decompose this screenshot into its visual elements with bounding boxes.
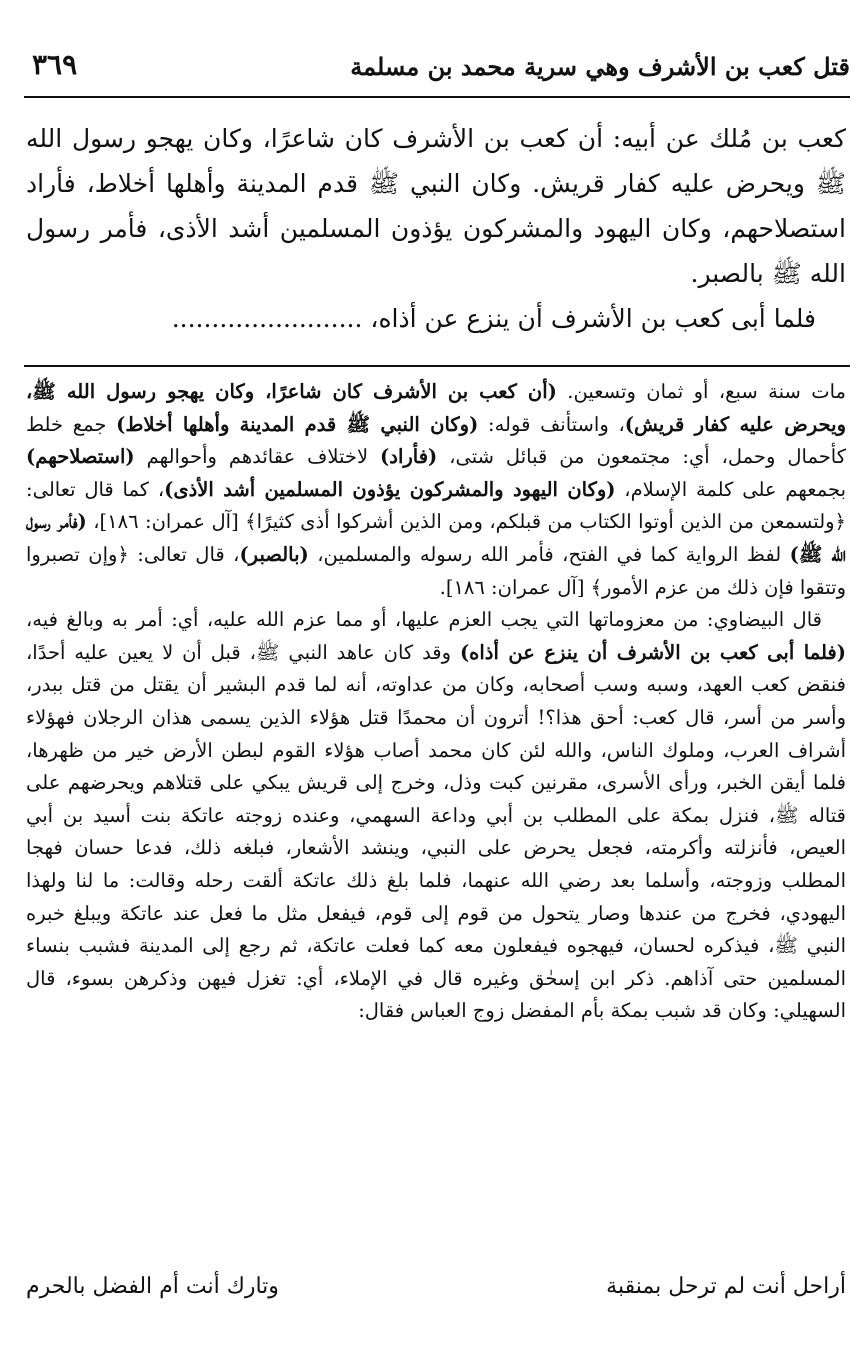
commentary-text-run: ، واستأنف قوله: (478, 412, 625, 436)
commentary-paragraph (26, 604, 846, 1028)
commentary-text-run: ، كما قال تعالى: ﴿ولتسمعن من الذين أوتوا الكتاب من قبلكم، ومن الذين أشركوا أذى كثيرًا﴾ [آل عمران: ١٨٦]، (26, 477, 846, 534)
running-title: قتل كعب بن الأشرف وهي سرية محمد بن مسلمة (350, 52, 850, 81)
commentary-text-run: وقد كان عاهد النبي ﷺ، قبل أن لا يعين عليه أحدًا، فنقض كعب العهد، وسبه وسب أصحابه، وكان من عداوته، أنه لما قدم البشير أن يقتل من قتل ببدر، وأسر من أسر، قال كعب: أحق هذا؟! أترون أن محمدًا قتل هؤلاء الذين يسمى هذان الرجلان فهؤلاء أشراف العرب، وملوك الناس، والله لئن كان محمد أصاب هؤلاء القوم لبطن الأرض خير من ظهرها، فلما أيقن الخبر، ورأى الأسرى، مقرنين كبت وذل، وخرج إلى قريش يبكي على قتلاهم ويحرضهم على قتاله ﷺ، فنزل بمكة على المطلب بن أبي وداعة السهمي، وعنده زوجته عاتكة بنت أسيد بن أبي العيص، فأنزلته وأكرمته، فجعل يحرض على النبي، وينشد الأشعار، فبلغه ذلك، فدعا حسان فهجا المطلب وزوجته، وأسلما بعد رضي الله عنهما، فلما بلغ ذلك عاتكة ألقت رحله وقالت: ما لنا ولهذا اليهودي، فخرج من عندها وصار يتحول من قوم إلى قوم، فيفعل مثل ما فعل عند عاتكة ويبلغ خبره النبي ﷺ، فيذكره لحسان، فيهجوه فيفعلون معه كما فعلت عاتكة، ثم رجع إلى المدينة فشبب بنساء المسلمين حتى آذاهم. ذكر ابن إسحٰق وغيره قال في الإملاء، أي: تغزل فيهن وذكرهن بسوء، قال السهيلي: وكان قد شبب بمكة بأم المفضل زوج العباس فقال: (26, 640, 846, 1023)
page-number: ٣٦٩ (32, 48, 78, 81)
commentary-paragraph (26, 376, 846, 604)
quoted-matn: (استصلاحهم) (26, 445, 135, 469)
commentary-text-run: لاختلاف عقائدهم وأحوالهم (134, 445, 381, 469)
main-paragraph: كعب بن مُلك عن أبيه: أن كعب بن الأشرف كان شاعرًا، وكان يهجو رسول الله ﷺ ويحرض عليه كفار قريش. وكان النبي ﷺ قدم المدينة وأهلها أخلاط، فأراد استصلاحهم، وكان اليهود والمشركون يؤذون المسلمين أشد الأذى، فأمر رسول الله ﷺ بالصبر. (26, 124, 846, 288)
verse-second-hemistich: وتارك أنت أم الفضل بالحرم (26, 1274, 279, 1299)
page-header (26, 48, 850, 88)
main-hadith-text (26, 116, 846, 341)
quoted-matn: (وكان اليهود والمشركون يؤذون المسلمين أشد الأذى) (164, 477, 616, 501)
commentary-text-run: بجمعهم على كلمة الإسلام، (615, 477, 846, 501)
main-last-line: فلما أبى كعب بن الأشرف أن ينزع عن أذاه، (362, 304, 816, 333)
quoted-matn: (فأراد) (380, 445, 438, 469)
commentary-text (26, 376, 846, 1028)
verse-first-hemistich: أراحل أنت لم ترحل بمنقبة (606, 1274, 846, 1299)
commentary-text-run: لفظ الرواية كما في الفتح، فأمر الله رسوله والمسلمين، (308, 542, 790, 566)
commentary-text-run: ، قال تعالى: ﴿وإن تصبروا وتتقوا فإن ذلك من عزم الأمور﴾ [آل عمران: ١٨٦]. (26, 542, 846, 599)
commentary-text-run: جمع خلط كأحمال وحمل، أي: مجتمعون من قبائل شتى، (26, 412, 846, 469)
quoted-matn: (بالصبر) (239, 542, 309, 566)
quoted-matn: (فلما أبى كعب بن الأشرف أن ينزع عن أذاه) (459, 640, 846, 664)
header-rule (24, 96, 850, 98)
main-paragraph-continuation (26, 296, 846, 341)
ellipsis-dots: ........................ (171, 304, 363, 333)
commentary-text-run: مات سنة سبع، أو ثمان وتسعين. (556, 380, 846, 403)
separator-rule (24, 365, 850, 367)
quoted-matn: (فأمر رسول الله ﷺ) (26, 510, 846, 566)
quoted-matn: (وكان النبي ﷺ قدم المدينة وأهلها أخلاط) (116, 412, 479, 436)
poetry-verse (26, 1274, 846, 1314)
commentary-text-run: قال البيضاوي: من معزوماتها التي يجب العزم عليها، أو مما عزم الله عليه، أي: أمر به وبالغ فيه، (26, 608, 822, 632)
quoted-matn: (أن كعب بن الأشرف كان شاعرًا، وكان يهجو رسول الله ﷺ، ويحرض عليه كفار قريش) (26, 380, 846, 436)
